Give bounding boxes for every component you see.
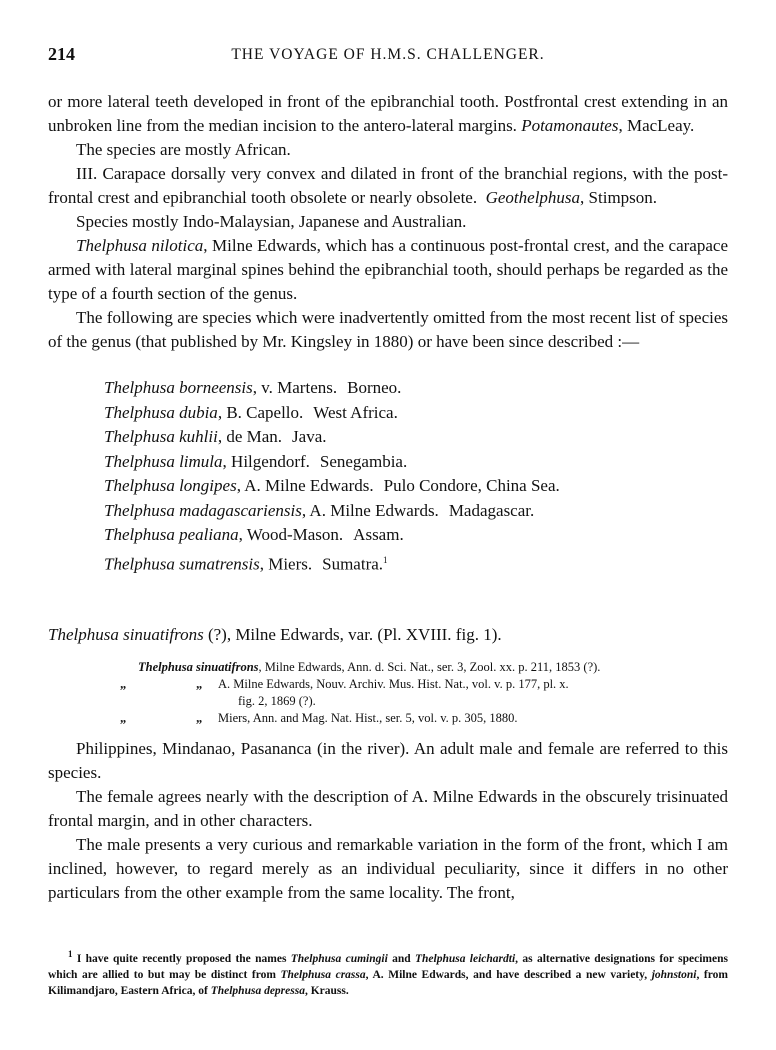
ditto-mark: „	[120, 710, 127, 725]
species-author: , Hilgendorf.	[222, 451, 310, 471]
variety-name: johnstoni	[651, 968, 697, 981]
species-author: , Wood-Mason.	[238, 525, 344, 544]
paragraph-potamonautes	[48, 90, 728, 138]
paragraph-african: The species are mostly African.	[76, 140, 291, 159]
paragraph-indo-malaysian: Species mostly Indo-Malaysian, Japanese and Australian.	[76, 212, 467, 231]
synonymy-row	[48, 676, 728, 693]
page	[48, 44, 728, 905]
species-locality: West Africa.	[313, 402, 398, 422]
species-locality: Senegambia.	[319, 451, 408, 471]
paragraph-text: , Milne Edwards, which has a continuous post-frontal crest, and the carapace armed with lateral marginal spines behind the epibranchial tooth, should perhaps be regarded as the type of a fourth section of the genus.	[48, 236, 728, 303]
synonym-reference: Miers, Ann. and Mag. Nat. Hist., ser. 5, vol. v. p. 305, 1880.	[218, 710, 518, 725]
footnote-text: , as alternative designations for specimens which are allied to but may be distinct from	[48, 952, 728, 981]
footnote-text: I have quite recently proposed the names	[72, 952, 291, 965]
species-name: Thelphusa limula	[104, 451, 223, 471]
species-name: Thelphusa leichardti	[414, 952, 516, 965]
paragraph-text: or more lateral teeth developed in front of the epibranchial tooth. Postfrontal crest extending in an unbroken line from the median incision to the antero-lateral margins.	[48, 92, 728, 135]
species-name: Thelphusa dubia	[104, 402, 218, 422]
species-locality: Java.	[292, 427, 327, 446]
paragraph-locality: Philippines, Mindanao, Pasananca (in the river). An adult male and female are referred to this species.	[48, 738, 728, 782]
species-author: , A. Milne Edwards.	[301, 500, 439, 520]
species-locality: Pulo Condore, China Sea.	[383, 476, 560, 495]
running-title: THE VOYAGE OF H.M.S. CHALLENGER.	[231, 46, 545, 63]
genus-name: Geothelphusa	[485, 188, 581, 207]
list-item	[104, 548, 728, 577]
species-heading-rest: (?), Milne Edwards, var. (Pl. XVIII. fig. 1).	[203, 624, 502, 644]
footnote-text: , from Kilimandjaro, Eastern Africa, of	[48, 968, 728, 997]
species-name: Thelphusa pealiana	[104, 525, 239, 544]
description	[48, 737, 728, 905]
species-name: Thelphusa borneensis	[104, 378, 253, 397]
species-name: Thelphusa madagascariensis	[104, 500, 302, 520]
species-locality: Assam.	[353, 525, 404, 544]
genus-author: , Stimpson.	[580, 188, 658, 207]
footnote-text: , Krauss.	[304, 984, 349, 997]
genus-author: , MacLeay.	[618, 116, 695, 135]
list-item	[104, 376, 728, 401]
footnote	[48, 946, 728, 999]
synonym-reference: , Milne Edwards, Ann. d. Sci. Nat., ser. 3, Zool. xx. p. 211, 1853 (?).	[258, 659, 601, 674]
species-locality: Borneo.	[347, 378, 402, 397]
paragraph-female: The female agrees nearly with the description of A. Milne Edwards in the obscurely trisinuated frontal margin, and in other characters.	[48, 786, 728, 830]
genus-name: Potamonautes	[521, 116, 619, 135]
species-author: , v. Martens.	[252, 378, 338, 397]
list-item	[104, 474, 728, 499]
body-text	[48, 90, 728, 354]
paragraph-nilotica	[48, 234, 728, 306]
synonymy-continuation: fig. 2, 1869 (?).	[238, 693, 316, 708]
species-locality: Madagascar.	[448, 500, 535, 520]
species-author: , A. Milne Edwards.	[236, 476, 374, 495]
footnote-mark: 1	[68, 949, 73, 959]
list-item	[104, 523, 728, 548]
paragraph-geothelphusa	[48, 162, 728, 210]
synonymy-row	[48, 710, 728, 727]
list-item	[104, 499, 728, 524]
species-author: , de Man.	[217, 427, 283, 446]
ditto-mark: „	[196, 676, 203, 691]
species-name: Thelphusa sumatrensis	[104, 554, 260, 574]
species-name: Thelphusa nilotica	[76, 236, 204, 255]
list-item	[104, 450, 728, 475]
list-item	[104, 425, 728, 450]
paragraph-omitted-species: The following are species which were inadvertently omitted from the most recent list of species of the genus (that published by Mr. Kingsley in 1880) or have been since described :—	[48, 308, 728, 351]
species-name: Thelphusa longipes	[104, 476, 237, 495]
ditto-mark: „	[196, 710, 203, 725]
running-head	[48, 44, 728, 68]
species-name: Thelphusa cumingii	[290, 952, 388, 965]
synonymy	[48, 659, 728, 727]
paragraph-male: The male presents a very curious and remarkable variation in the form of the front, which I am inclined, however, to regard merely as an individual peculiarity, since it differs in no other particulars from the other example from the same locality. The front,	[48, 834, 728, 902]
paragraph-text: III. Carapace dorsally very convex and dilated in front of the branchial regions, with the post-frontal crest and epibranchial tooth obsolete or nearly obsolete.	[48, 164, 728, 207]
species-heading	[48, 623, 728, 647]
synonym-reference: A. Milne Edwards, Nouv. Archiv. Mus. Hist. Nat., vol. v. p. 177, pl. x.	[218, 676, 569, 691]
synonymy-row	[48, 659, 728, 676]
page-number: 214	[48, 44, 75, 64]
ditto-mark: „	[120, 676, 127, 691]
footnote-text: and	[387, 952, 415, 965]
species-name: Thelphusa crassa	[280, 968, 366, 981]
species-name: Thelphusa kuhlii	[104, 427, 218, 446]
species-locality: Sumatra.	[322, 554, 384, 574]
species-author: , Miers.	[259, 554, 313, 574]
synonym-name: Thelphusa sinuatifrons	[138, 659, 259, 674]
species-heading-name: Thelphusa sinuatifrons	[48, 624, 204, 644]
footnote-reference: 1	[383, 554, 388, 565]
species-list	[104, 376, 728, 577]
list-item	[104, 401, 728, 426]
species-name: Thelphusa depressa	[210, 984, 305, 997]
footnote-text: , A. Milne Edwards, and have described a new variety,	[365, 968, 652, 981]
species-author: , B. Capello.	[217, 402, 304, 422]
